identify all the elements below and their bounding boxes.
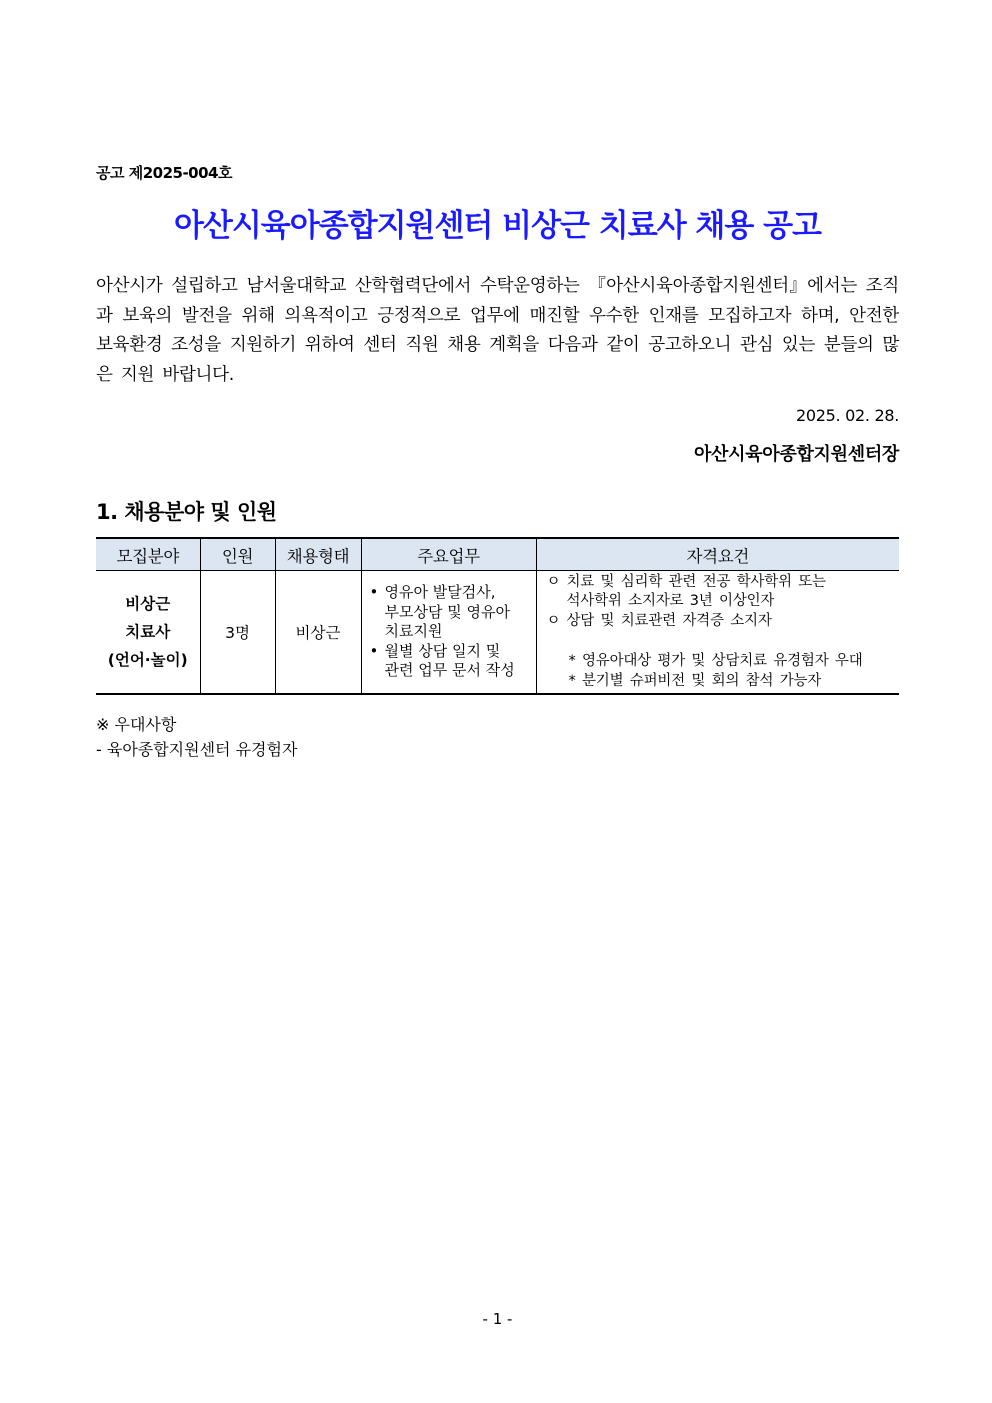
field-line: 치료사: [125, 623, 171, 641]
header-count: 인원: [200, 538, 275, 571]
duty-line: 치료지원: [384, 622, 443, 641]
list-item: [370, 642, 530, 681]
document-title: 아산시육아종합지원센터 비상근 치료사 채용 공고: [173, 208, 822, 244]
preference-item: - 육아종합지원센터 유경험자: [96, 740, 298, 759]
header-field: 모집분야: [96, 538, 200, 571]
qual-line: 치료 및 심리학 관련 전공 학사학위 또는: [566, 573, 826, 590]
circle-marker-icon: ㅇ: [546, 613, 561, 630]
duty-line: 영유아 발달검사,: [384, 583, 496, 602]
header-type: 채용형태: [275, 538, 361, 571]
circle-marker-icon: ㅇ: [546, 573, 561, 590]
bullet-icon: •: [369, 583, 379, 602]
qual-note: * 영유아대상 평가 및 상담치료 유경험자 우대: [568, 652, 863, 669]
cell-count: 3명: [200, 571, 275, 695]
field-line: (언어·놀이): [107, 651, 188, 669]
recruitment-table: [96, 537, 899, 695]
cell-qualifications: [536, 571, 899, 695]
qualifications-list: [537, 573, 900, 692]
duty-line: 월별 상담 일지 및: [384, 641, 501, 660]
cell-duties: [361, 571, 536, 695]
header-duties: 주요업무: [361, 538, 536, 571]
qual-note: * 분기별 슈퍼비전 및 회의 참석 가능자: [568, 672, 822, 689]
page-number: - 1 -: [482, 1310, 513, 1328]
qual-line: 석사학위 소지자로 3년 이상인자: [566, 593, 775, 610]
spacer: [547, 632, 894, 652]
intro-paragraph: 아산시가 설립하고 남서울대학교 산학협력단에서 수탁운영하는 『아산시육아종합지원센터』에서는 조직과 보육의 발전을 위해 의욕적이고 긍정적으로 업무에 매진할 우수한 인재를 모집하고자 하며, 안전한 보육환경 조성을 지원하기 위하여 센터 직원 채용 계획을 다음과 같이 공고하오니 관심 있는 분들의 많은 지원 바랍니다.: [96, 276, 899, 385]
bullet-icon: •: [369, 641, 379, 660]
notice-date: 2025. 02. 28.: [796, 406, 899, 425]
list-item: [547, 573, 894, 613]
qual-line: 상담 및 치료관련 자격증 소지자: [566, 613, 772, 630]
duties-list: [362, 583, 536, 681]
section-title-recruitment: 1. 채용분야 및 인원: [96, 500, 277, 524]
duty-line: 관련 업무 문서 작성: [384, 661, 515, 680]
document-page: [96, 0, 899, 1403]
list-item: [547, 612, 894, 632]
list-item: [370, 583, 530, 642]
notice-number: 공고 제2025-004호: [96, 164, 232, 182]
header-qualifications: 자격요건: [536, 538, 899, 571]
signer: 아산시육아종합지원센터장: [693, 444, 899, 465]
field-line: 비상근: [125, 595, 171, 613]
table-row: [96, 571, 899, 695]
duty-line: 부모상담 및 영유아: [384, 602, 510, 621]
cell-field: [96, 571, 200, 695]
cell-type: 비상근: [275, 571, 361, 695]
preference-title: ※ 우대사항: [96, 715, 177, 734]
table-header-row: [96, 538, 899, 571]
